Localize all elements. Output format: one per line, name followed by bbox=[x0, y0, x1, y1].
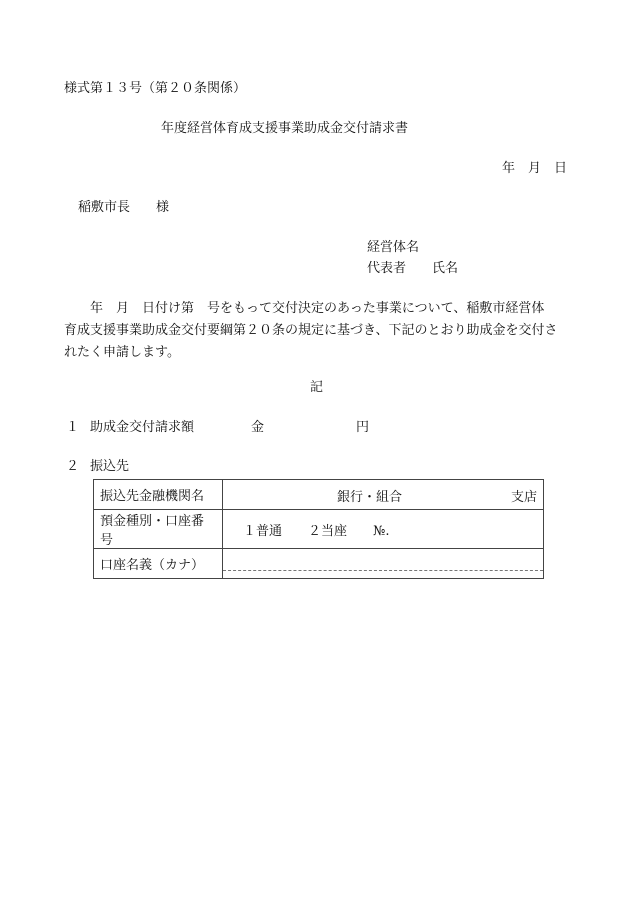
applicant-rep-label: 代表者 氏名 bbox=[367, 261, 459, 276]
addressee: 稲敷市長 様 bbox=[78, 200, 170, 215]
item2-number: ２ bbox=[66, 459, 80, 474]
kana-divider bbox=[223, 570, 543, 571]
bank-type-label: 銀行・組合 bbox=[337, 490, 403, 505]
applicant-org-label: 経営体名 bbox=[367, 240, 420, 255]
item1-yen: 円 bbox=[356, 420, 370, 435]
account-holder-row bbox=[94, 549, 544, 579]
account-number-label: №. bbox=[373, 523, 390, 539]
bank-name-row bbox=[94, 480, 544, 510]
item1-number: １ bbox=[66, 420, 80, 435]
body-line-1: 年 月 日付け第 号をもって交付決定のあった事業について、稲敷市経営体 bbox=[64, 301, 545, 316]
request-body bbox=[64, 298, 576, 364]
item2-label: 振込先 bbox=[90, 459, 130, 474]
date-line: 年 月 日 bbox=[502, 161, 568, 176]
item1-label: 助成金交付請求額 bbox=[90, 420, 195, 435]
item1-kin: 金 bbox=[251, 420, 265, 435]
bank-transfer-table bbox=[93, 479, 544, 579]
bank-name-label: 振込先金融機関名 bbox=[94, 480, 223, 510]
form-number: 様式第１３号（第２０条関係） bbox=[64, 81, 247, 96]
body-line-3: れたく申請します。 bbox=[64, 345, 180, 360]
ki-heading: 記 bbox=[310, 380, 324, 395]
account-field[interactable] bbox=[223, 510, 544, 549]
option-touza[interactable]: ２当座 bbox=[308, 523, 348, 539]
account-holder-field[interactable] bbox=[223, 549, 544, 579]
branch-label: 支店 bbox=[510, 490, 537, 505]
account-holder-label: 口座名義（カナ） bbox=[94, 549, 223, 579]
account-row bbox=[94, 510, 544, 549]
account-label: 預金種別・口座番号 bbox=[94, 510, 223, 549]
document-title: 年度経営体育成支援事業助成金交付請求書 bbox=[161, 121, 409, 136]
body-line-2: 育成支援事業助成金交付要綱第２０条の規定に基づき、下記のとおり助成金を交付さ bbox=[64, 323, 558, 338]
option-futsu[interactable]: １普通 bbox=[243, 523, 283, 539]
bank-name-field[interactable] bbox=[223, 480, 544, 510]
